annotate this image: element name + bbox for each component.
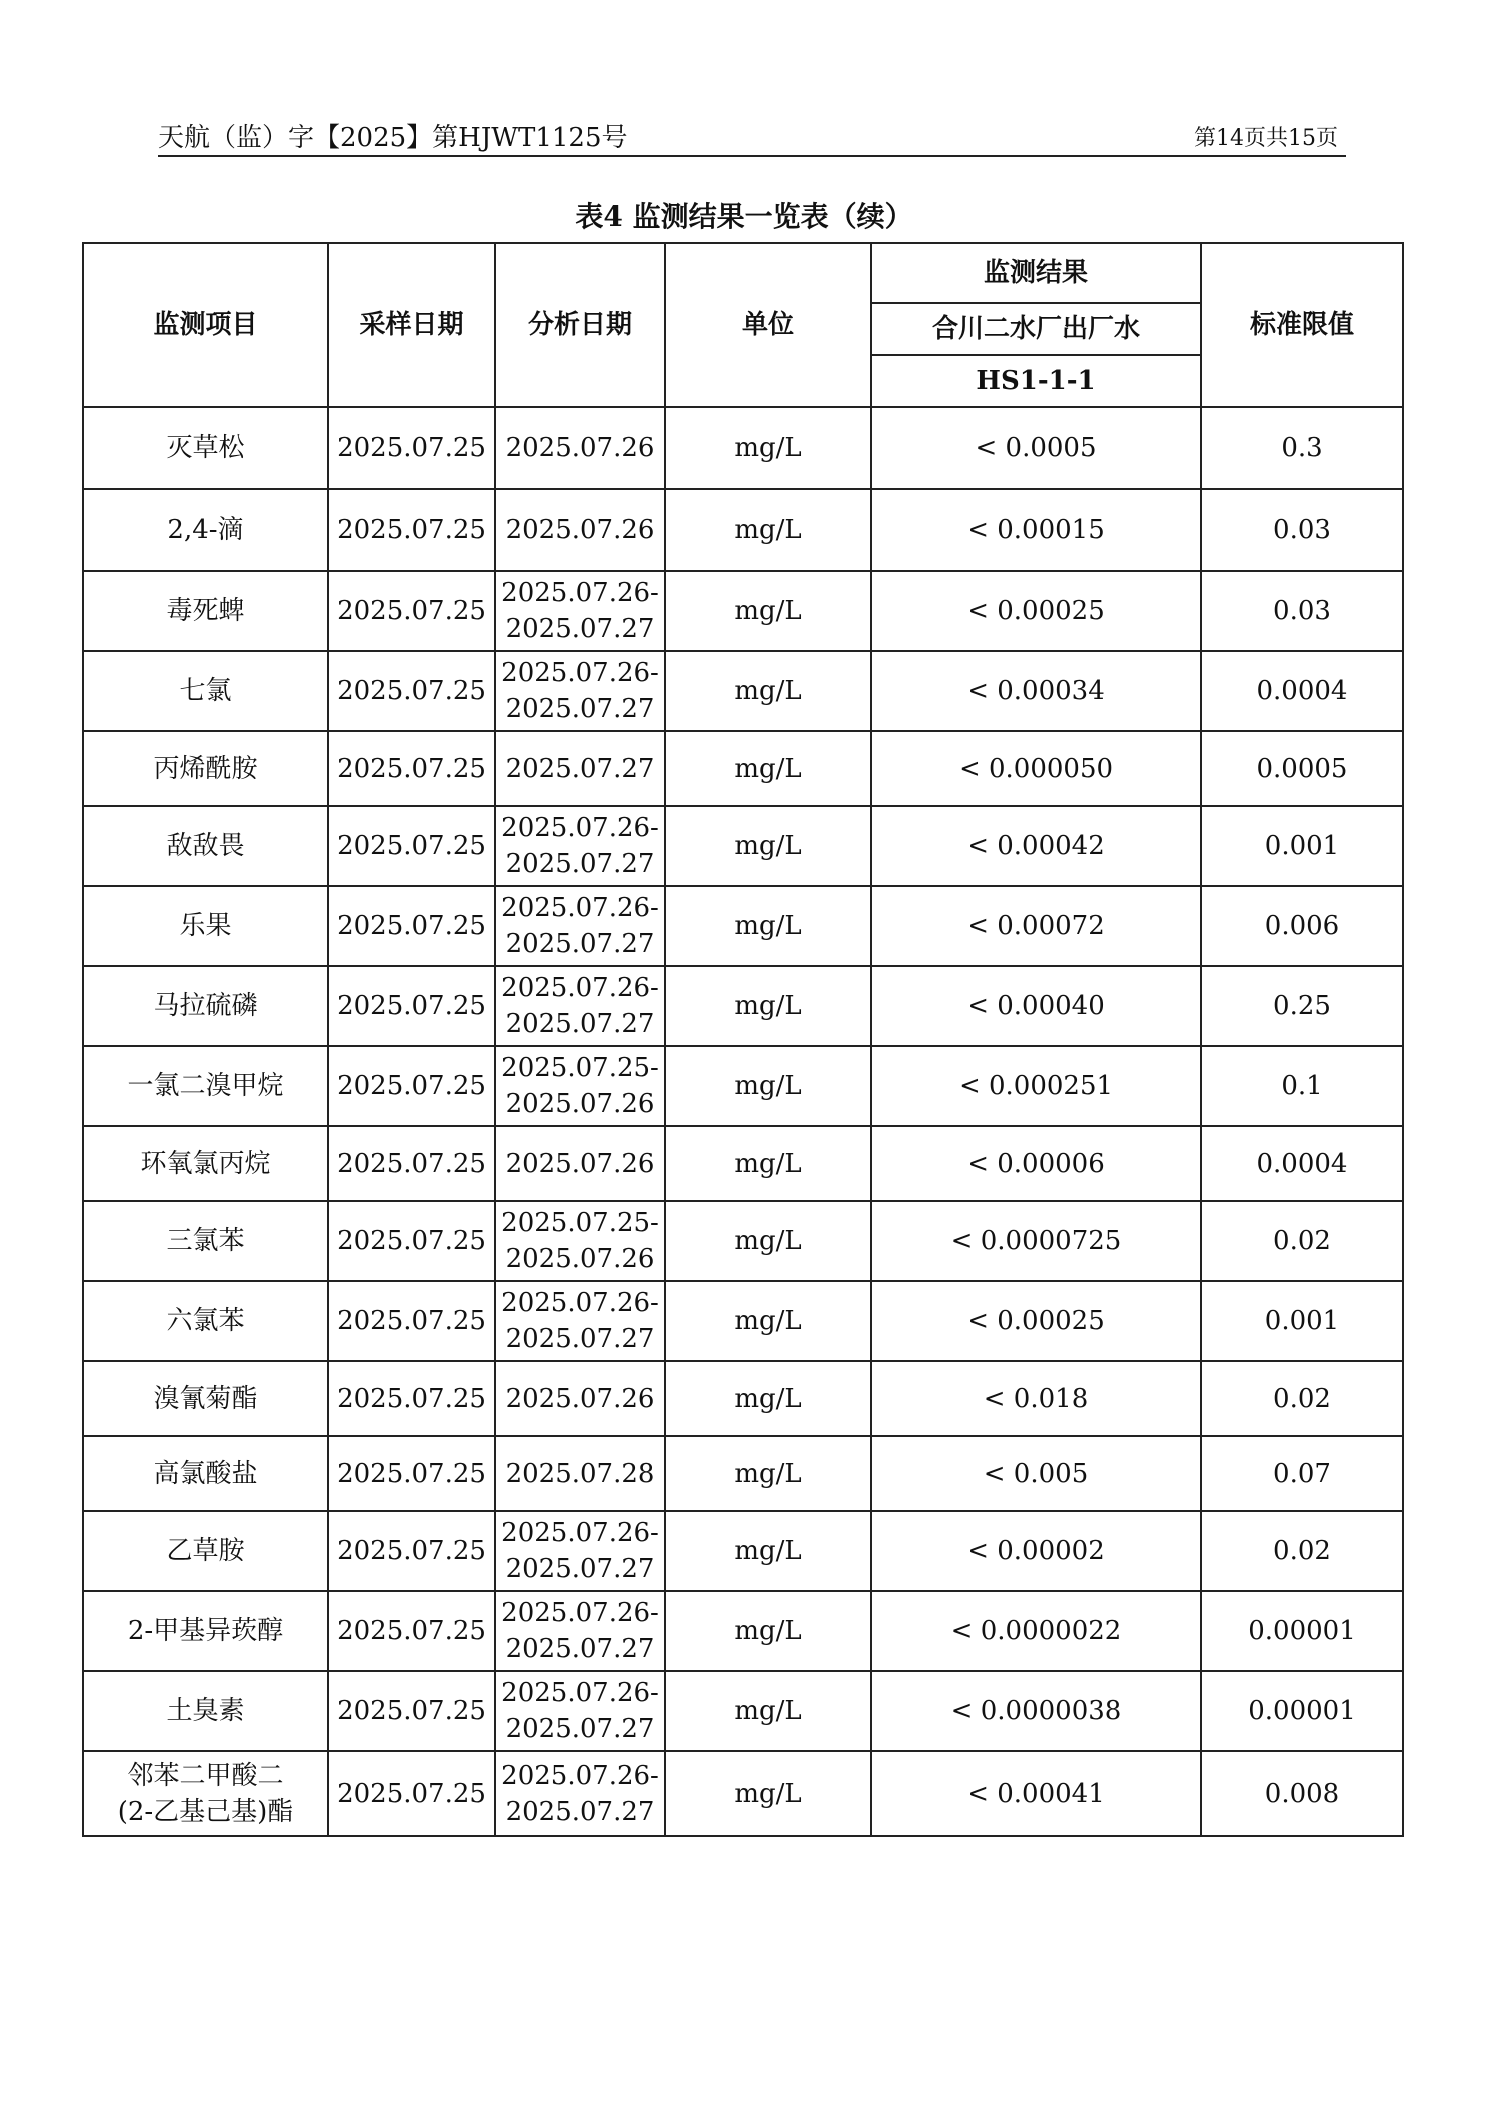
table-row bbox=[83, 1436, 1403, 1511]
cell-analysis-date bbox=[495, 1511, 665, 1591]
analysis-date-start: 2025.07.25- bbox=[501, 1053, 659, 1083]
cell-analysis-date bbox=[495, 1671, 665, 1751]
analysis-date-start: 2025.07.26- bbox=[501, 1678, 659, 1708]
cell-limit: 0.03 bbox=[1201, 571, 1403, 651]
cell-limit: 0.0004 bbox=[1201, 1126, 1403, 1201]
cell-item bbox=[83, 571, 328, 651]
table-row bbox=[83, 806, 1403, 886]
cell-limit: 0.02 bbox=[1201, 1361, 1403, 1436]
cell-sample-date: 2025.07.25 bbox=[328, 1361, 495, 1436]
cell-item bbox=[83, 1511, 328, 1591]
cell-unit: mg/L bbox=[665, 571, 871, 651]
cell-analysis-date bbox=[495, 1361, 665, 1436]
table-row bbox=[83, 1281, 1403, 1361]
cell-sample-date: 2025.07.25 bbox=[328, 571, 495, 651]
cell-analysis-date bbox=[495, 1281, 665, 1361]
header-analysis-date: 分析日期 bbox=[495, 243, 665, 407]
cell-analysis-date bbox=[495, 731, 665, 806]
table-row bbox=[83, 1046, 1403, 1126]
cell-unit: mg/L bbox=[665, 489, 871, 571]
cell-item bbox=[83, 1281, 328, 1361]
analysis-date-start: 2025.07.26- bbox=[501, 1518, 659, 1548]
cell-result: < 0.00002 bbox=[871, 1511, 1201, 1591]
cell-result: < 0.00006 bbox=[871, 1126, 1201, 1201]
cell-unit: mg/L bbox=[665, 806, 871, 886]
cell-limit: 0.02 bbox=[1201, 1511, 1403, 1591]
item-name: 六氯苯 bbox=[166, 1306, 245, 1336]
cell-sample-date: 2025.07.25 bbox=[328, 966, 495, 1046]
cell-sample-date: 2025.07.25 bbox=[328, 1671, 495, 1751]
item-name: 一氯二溴甲烷 bbox=[127, 1071, 284, 1101]
analysis-date-start: 2025.07.26- bbox=[501, 1760, 659, 1791]
analysis-date-end: 2025.07.27 bbox=[505, 929, 655, 959]
cell-analysis-date bbox=[495, 1126, 665, 1201]
cell-sample-date: 2025.07.25 bbox=[328, 1436, 495, 1511]
header-site-code: HS1-1-1 bbox=[871, 355, 1201, 407]
item-name: 土臭素 bbox=[166, 1696, 245, 1726]
cell-analysis-date bbox=[495, 489, 665, 571]
table-row bbox=[83, 407, 1403, 489]
page-info: 第14页共15页 bbox=[1194, 126, 1338, 151]
analysis-date-start: 2025.07.25- bbox=[501, 1208, 659, 1238]
analysis-date-end: 2025.07.27 bbox=[505, 1324, 655, 1354]
analysis-date-end: 2025.07.27 bbox=[505, 1796, 655, 1827]
cell-result: < 0.0000725 bbox=[871, 1201, 1201, 1281]
cell-result: < 0.00072 bbox=[871, 886, 1201, 966]
cell-analysis-date bbox=[495, 1046, 665, 1126]
table-row bbox=[83, 1361, 1403, 1436]
header-item: 监测项目 bbox=[83, 243, 328, 407]
table-row bbox=[83, 571, 1403, 651]
cell-unit: mg/L bbox=[665, 1361, 871, 1436]
cell-item bbox=[83, 1361, 328, 1436]
document-number: 天航（监）字【2025】第HJWT1125号 bbox=[158, 123, 628, 153]
cell-item bbox=[83, 1126, 328, 1201]
cell-item bbox=[83, 966, 328, 1046]
header-site-name: 合川二水厂出厂水 bbox=[871, 303, 1201, 355]
analysis-date-start: 2025.07.26- bbox=[501, 973, 659, 1003]
table-row bbox=[83, 1671, 1403, 1751]
cell-unit: mg/L bbox=[665, 1126, 871, 1201]
cell-analysis-date bbox=[495, 886, 665, 966]
analysis-date-end: 2025.07.27 bbox=[505, 1714, 655, 1744]
cell-limit: 0.006 bbox=[1201, 886, 1403, 966]
table-head bbox=[83, 243, 1403, 407]
item-name: 邻苯二甲酸二 bbox=[127, 1760, 284, 1791]
analysis-date-start: 2025.07.26- bbox=[501, 658, 659, 688]
cell-result: < 0.018 bbox=[871, 1361, 1201, 1436]
cell-unit: mg/L bbox=[665, 1511, 871, 1591]
cell-sample-date: 2025.07.25 bbox=[328, 1751, 495, 1836]
cell-limit: 0.3 bbox=[1201, 407, 1403, 489]
analysis-date-start: 2025.07.26- bbox=[501, 1288, 659, 1318]
cell-result: < 0.00034 bbox=[871, 651, 1201, 731]
cell-result: < 0.000251 bbox=[871, 1046, 1201, 1126]
cell-limit: 0.02 bbox=[1201, 1201, 1403, 1281]
analysis-date-start: 2025.07.26 bbox=[505, 433, 655, 463]
results-table bbox=[82, 242, 1404, 1837]
cell-sample-date: 2025.07.25 bbox=[328, 1591, 495, 1671]
cell-analysis-date bbox=[495, 1751, 665, 1836]
cell-item bbox=[83, 1201, 328, 1281]
item-name-line2: (2-乙基己基)酯 bbox=[117, 1796, 294, 1827]
cell-item bbox=[83, 1591, 328, 1671]
analysis-date-start: 2025.07.26 bbox=[505, 1383, 655, 1414]
cell-unit: mg/L bbox=[665, 1751, 871, 1836]
cell-result: < 0.00040 bbox=[871, 966, 1201, 1046]
item-name: 2,4-滴 bbox=[167, 515, 244, 545]
analysis-date-end: 2025.07.27 bbox=[505, 1634, 655, 1664]
cell-analysis-date bbox=[495, 571, 665, 651]
cell-unit: mg/L bbox=[665, 1201, 871, 1281]
table-row bbox=[83, 1201, 1403, 1281]
cell-unit: mg/L bbox=[665, 1046, 871, 1126]
table-row bbox=[83, 886, 1403, 966]
cell-sample-date: 2025.07.25 bbox=[328, 1281, 495, 1361]
cell-limit: 0.25 bbox=[1201, 966, 1403, 1046]
cell-limit: 0.07 bbox=[1201, 1436, 1403, 1511]
cell-limit: 0.001 bbox=[1201, 806, 1403, 886]
cell-unit: mg/L bbox=[665, 407, 871, 489]
item-name: 三氯苯 bbox=[166, 1226, 245, 1256]
table-caption: 表4 监测结果一览表（续） bbox=[575, 200, 913, 233]
cell-analysis-date bbox=[495, 1591, 665, 1671]
cell-limit: 0.00001 bbox=[1201, 1671, 1403, 1751]
analysis-date-start: 2025.07.26- bbox=[501, 893, 659, 923]
cell-unit: mg/L bbox=[665, 1281, 871, 1361]
page-header bbox=[158, 115, 1346, 157]
analysis-date-start: 2025.07.26- bbox=[501, 813, 659, 843]
cell-item bbox=[83, 1436, 328, 1511]
header-result-group: 监测结果 bbox=[871, 243, 1201, 303]
cell-unit: mg/L bbox=[665, 1436, 871, 1511]
cell-sample-date: 2025.07.25 bbox=[328, 731, 495, 806]
cell-result: < 0.0005 bbox=[871, 407, 1201, 489]
cell-sample-date: 2025.07.25 bbox=[328, 1201, 495, 1281]
cell-result: < 0.00025 bbox=[871, 571, 1201, 651]
item-name: 2-甲基异莰醇 bbox=[127, 1616, 284, 1646]
analysis-date-start: 2025.07.26- bbox=[501, 578, 659, 608]
cell-limit: 0.0004 bbox=[1201, 651, 1403, 731]
cell-sample-date: 2025.07.25 bbox=[328, 489, 495, 571]
cell-analysis-date bbox=[495, 651, 665, 731]
cell-limit: 0.00001 bbox=[1201, 1591, 1403, 1671]
table-row bbox=[83, 966, 1403, 1046]
cell-result: < 0.00025 bbox=[871, 1281, 1201, 1361]
cell-result: < 0.0000022 bbox=[871, 1591, 1201, 1671]
analysis-date-end: 2025.07.26 bbox=[505, 1244, 655, 1274]
cell-limit: 0.008 bbox=[1201, 1751, 1403, 1836]
analysis-date-end: 2025.07.27 bbox=[505, 849, 655, 879]
cell-item bbox=[83, 806, 328, 886]
item-name: 灭草松 bbox=[166, 433, 245, 463]
cell-sample-date: 2025.07.25 bbox=[328, 1511, 495, 1591]
item-name: 高氯酸盐 bbox=[153, 1458, 258, 1489]
cell-limit: 0.1 bbox=[1201, 1046, 1403, 1126]
item-name: 丙烯酰胺 bbox=[153, 753, 258, 784]
cell-sample-date: 2025.07.25 bbox=[328, 651, 495, 731]
cell-limit: 0.001 bbox=[1201, 1281, 1403, 1361]
table-row bbox=[83, 1126, 1403, 1201]
cell-analysis-date bbox=[495, 407, 665, 489]
cell-result: < 0.0000038 bbox=[871, 1671, 1201, 1751]
analysis-date-end: 2025.07.27 bbox=[505, 614, 655, 644]
table-row bbox=[83, 1591, 1403, 1671]
cell-sample-date: 2025.07.25 bbox=[328, 806, 495, 886]
cell-item bbox=[83, 1671, 328, 1751]
cell-sample-date: 2025.07.25 bbox=[328, 886, 495, 966]
item-name: 敌敌畏 bbox=[166, 831, 245, 861]
cell-unit: mg/L bbox=[665, 966, 871, 1046]
header-sample-date: 采样日期 bbox=[328, 243, 495, 407]
analysis-date-end: 2025.07.27 bbox=[505, 1009, 655, 1039]
item-name: 溴氰菊酯 bbox=[153, 1383, 258, 1414]
cell-result: < 0.00015 bbox=[871, 489, 1201, 571]
analysis-date-start: 2025.07.28 bbox=[505, 1458, 655, 1489]
analysis-date-end: 2025.07.27 bbox=[505, 1554, 655, 1584]
cell-unit: mg/L bbox=[665, 731, 871, 806]
item-name: 乐果 bbox=[179, 911, 232, 941]
analysis-date-end: 2025.07.26 bbox=[505, 1089, 655, 1119]
cell-result: < 0.00041 bbox=[871, 1751, 1201, 1836]
item-name: 环氧氯丙烷 bbox=[140, 1148, 271, 1179]
table-row bbox=[83, 1751, 1403, 1836]
cell-limit: 0.0005 bbox=[1201, 731, 1403, 806]
cell-unit: mg/L bbox=[665, 1671, 871, 1751]
cell-result: < 0.005 bbox=[871, 1436, 1201, 1511]
analysis-date-start: 2025.07.26- bbox=[501, 1598, 659, 1628]
header-unit: 单位 bbox=[665, 243, 871, 407]
cell-unit: mg/L bbox=[665, 1591, 871, 1671]
cell-item bbox=[83, 489, 328, 571]
table-row bbox=[83, 489, 1403, 571]
cell-sample-date: 2025.07.25 bbox=[328, 1046, 495, 1126]
cell-sample-date: 2025.07.25 bbox=[328, 407, 495, 489]
cell-unit: mg/L bbox=[665, 651, 871, 731]
item-name: 马拉硫磷 bbox=[153, 991, 258, 1021]
item-name: 乙草胺 bbox=[166, 1536, 245, 1566]
cell-item bbox=[83, 651, 328, 731]
item-name: 毒死蜱 bbox=[166, 596, 245, 626]
cell-result: < 0.00042 bbox=[871, 806, 1201, 886]
cell-sample-date: 2025.07.25 bbox=[328, 1126, 495, 1201]
cell-result: < 0.000050 bbox=[871, 731, 1201, 806]
analysis-date-end: 2025.07.27 bbox=[505, 694, 655, 724]
cell-item bbox=[83, 886, 328, 966]
cell-item bbox=[83, 731, 328, 806]
analysis-date-start: 2025.07.26 bbox=[505, 515, 655, 545]
cell-limit: 0.03 bbox=[1201, 489, 1403, 571]
analysis-date-start: 2025.07.26 bbox=[505, 1148, 655, 1179]
cell-unit: mg/L bbox=[665, 886, 871, 966]
item-name: 七氯 bbox=[179, 676, 232, 706]
header-limit: 标准限值 bbox=[1201, 243, 1403, 407]
analysis-date-start: 2025.07.27 bbox=[505, 753, 655, 784]
table-row bbox=[83, 731, 1403, 806]
cell-analysis-date bbox=[495, 806, 665, 886]
cell-item bbox=[83, 407, 328, 489]
cell-item bbox=[83, 1751, 328, 1836]
table-row bbox=[83, 651, 1403, 731]
cell-analysis-date bbox=[495, 1201, 665, 1281]
cell-analysis-date bbox=[495, 1436, 665, 1511]
table-row bbox=[83, 1511, 1403, 1591]
cell-analysis-date bbox=[495, 966, 665, 1046]
table-body bbox=[83, 407, 1403, 1836]
cell-item bbox=[83, 1046, 328, 1126]
